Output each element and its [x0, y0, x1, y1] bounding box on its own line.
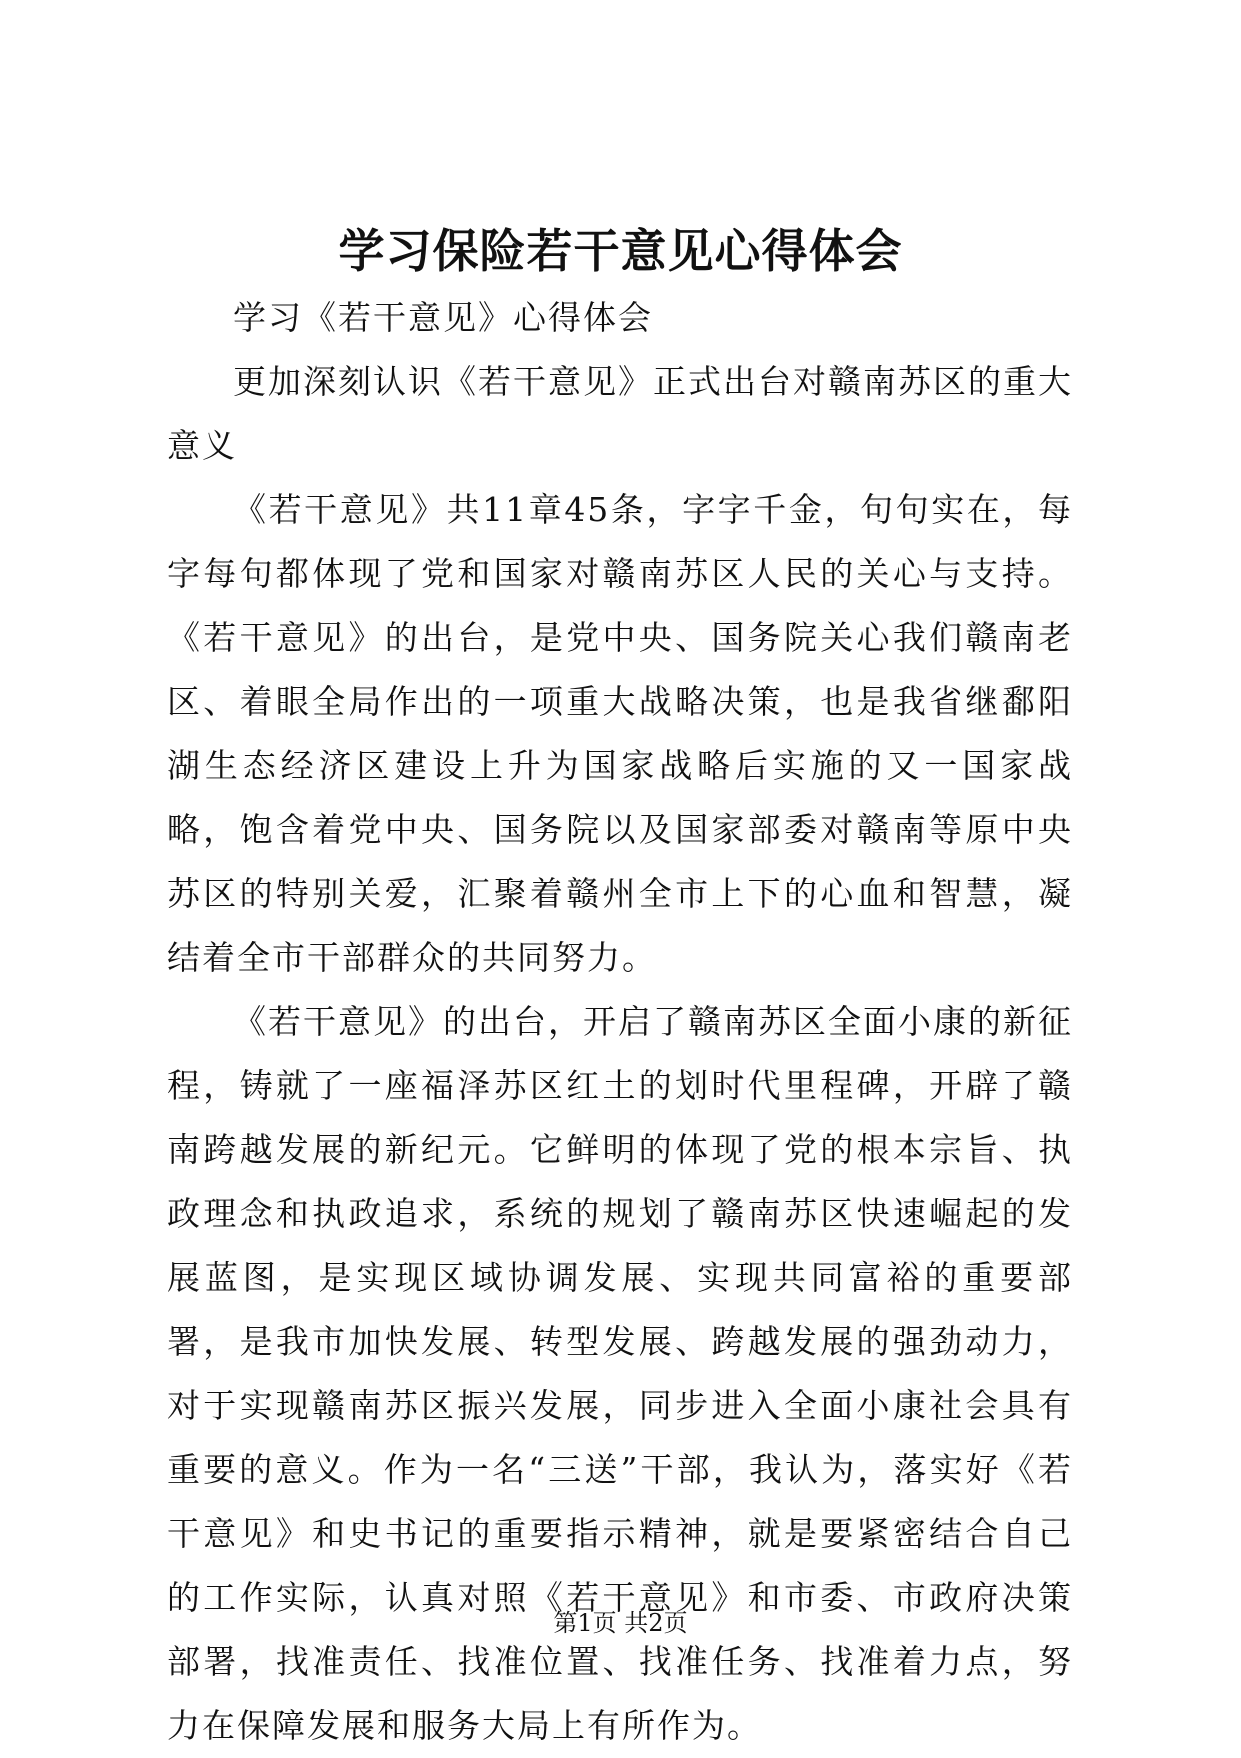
page-footer: 第1页 共2页	[553, 1609, 688, 1637]
document-body	[167, 286, 1073, 1758]
document-title: 学习保险若干意见心得体会	[338, 224, 903, 278]
paragraph-heading: 更加深刻认识《若干意见》正式出台对赣南苏区的重大意义	[167, 362, 1073, 465]
paragraph-body: 《若干意见》共11章45条，字字千金，句句实在，每字每句都体现了党和国家对赣南苏区人民的关心与支持。《若干意见》的出台，是党中央、国务院关心我们赣南老区、着眼全局作出的一项重大战略决策，也是我省继鄱阳湖生态经济区建设上升为国家战略后实施的又一国家战略，饱含着党中央、国务院以及国家部委对赣南等原中央苏区的特别关爱，汇聚着赣州全市上下的心血和智慧，凝结着全市干部群众的共同努力。	[167, 490, 1073, 977]
paragraph-body: 《若干意见》的出台，开启了赣南苏区全面小康的新征程，铸就了一座福泽苏区红土的划时代里程碑，开辟了赣南跨越发展的新纪元。它鲜明的体现了党的根本宗旨、执政理念和执政追求，系统的规划了赣南苏区快速崛起的发展蓝图，是实现区域协调发展、实现共同富裕的重要部署，是我市加快发展、转型发展、跨越发展的强劲动力，对于实现赣南苏区振兴发展，同步进入全面小康社会具有重要的意义。作为一名“三送”干部，我认为，落实好《若干意见》和史书记的重要指示精神，就是要紧密结合自己的工作实际，认真对照《若干意见》和市委、市政府决策部署，找准责任、找准位置、找准任务、找准着力点，努力在保障发展和服务大局上有所作为。	[167, 1002, 1073, 1745]
paragraph-subtitle: 学习《若干意见》心得体会	[233, 298, 653, 337]
